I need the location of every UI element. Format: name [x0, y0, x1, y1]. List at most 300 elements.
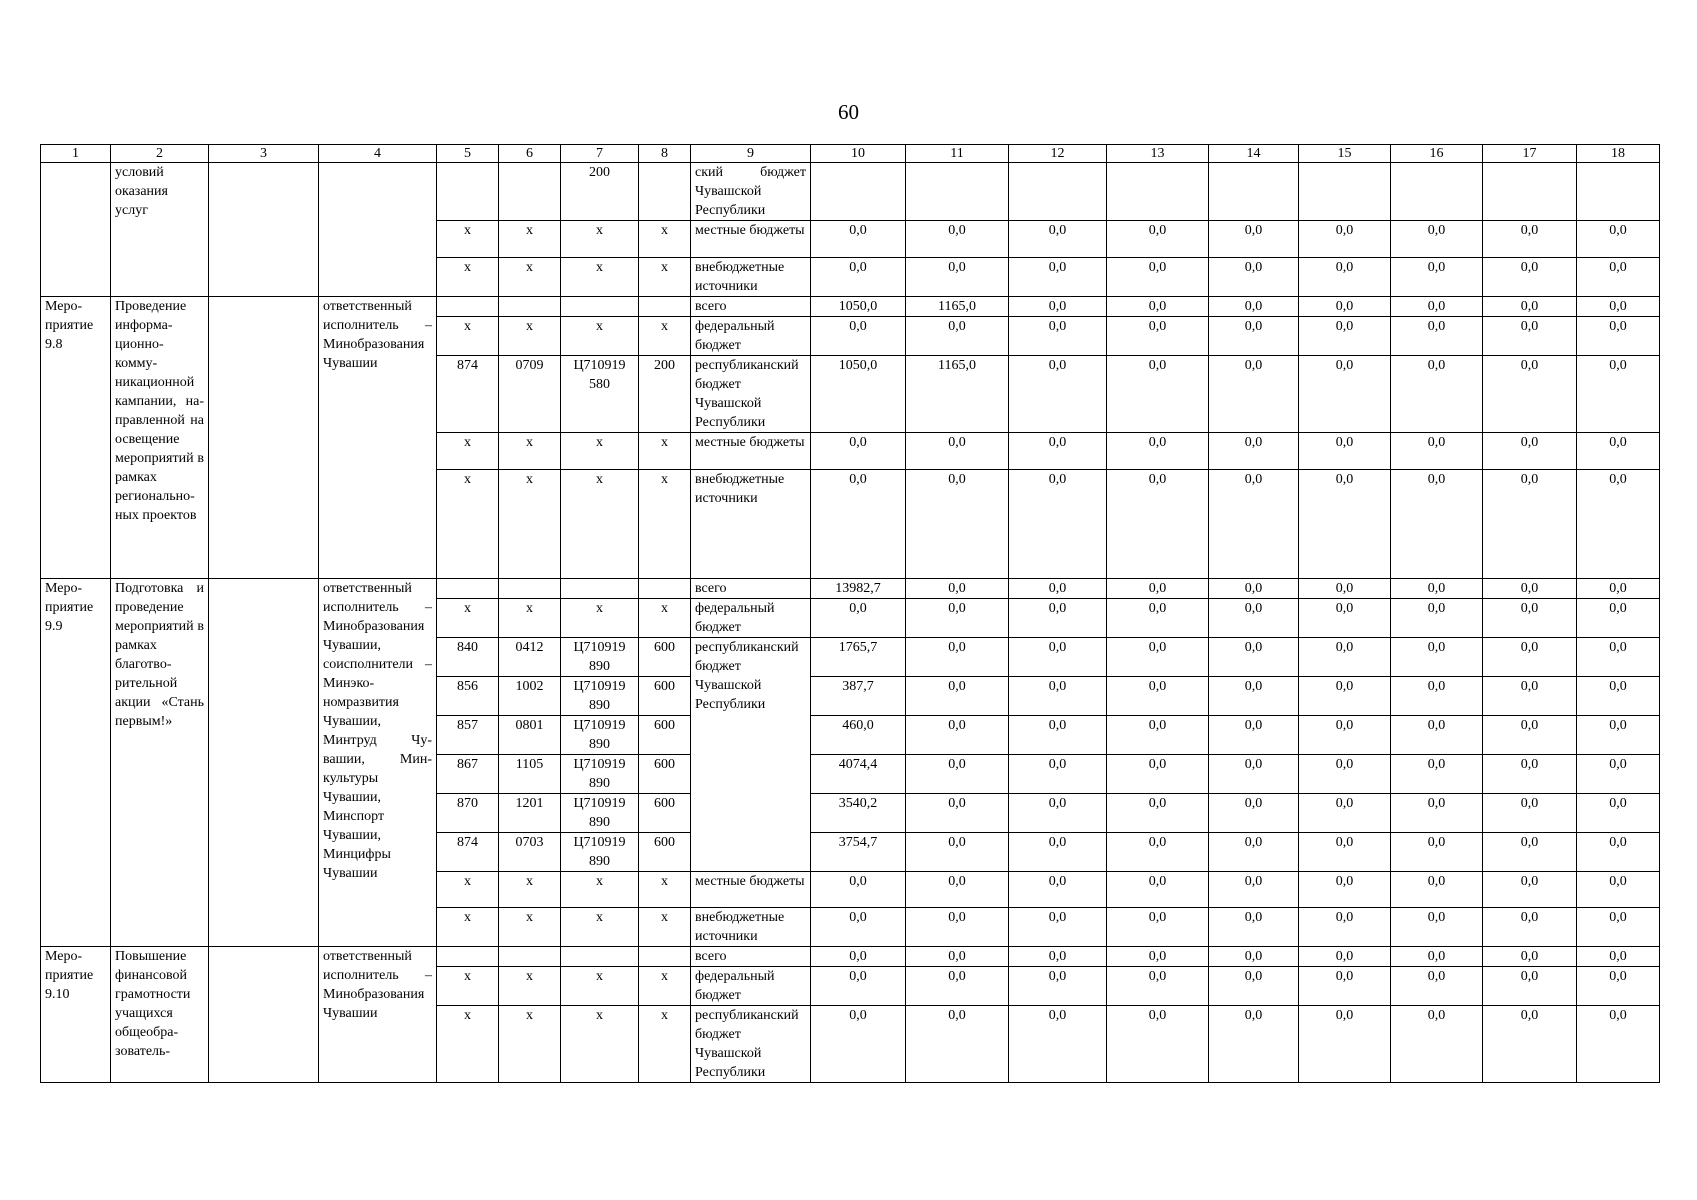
cell-col-9: местные бюджеты	[691, 872, 811, 908]
cell-col-9: всего	[691, 579, 811, 599]
cell-col-14: 0,0	[1209, 433, 1299, 470]
column-header-2: 2	[111, 145, 209, 163]
cell-col-13: 0,0	[1107, 1006, 1209, 1083]
cell-col-10: 1050,0	[811, 297, 906, 317]
cell-col-11: 0,0	[906, 317, 1009, 356]
cell-col-2: условий оказания услуг	[111, 163, 209, 297]
cell-col-4: ответственный исполнитель – Минобразования Чувашии	[319, 297, 437, 579]
cell-col-14: 0,0	[1209, 221, 1299, 258]
cell-col-2: Подготовка и проведение мероприятий в рамках благотворительной акции «Стань первым!»	[111, 579, 209, 947]
cell-col-16: 0,0	[1391, 470, 1483, 579]
cell-col-5: 874	[437, 833, 499, 872]
cell-col-17: 0,0	[1483, 794, 1577, 833]
cell-col-6	[499, 947, 561, 967]
cell-col-9: местные бюджеты	[691, 221, 811, 258]
cell-col-10: 0,0	[811, 470, 906, 579]
cell-col-10: 1765,7	[811, 638, 906, 677]
cell-col-5: 870	[437, 794, 499, 833]
cell-col-15: 0,0	[1299, 221, 1391, 258]
cell-col-13: 0,0	[1107, 755, 1209, 794]
cell-col-13: 0,0	[1107, 794, 1209, 833]
cell-col-18: 0,0	[1577, 716, 1660, 755]
cell-col-14: 0,0	[1209, 638, 1299, 677]
cell-col-15: 0,0	[1299, 579, 1391, 599]
cell-col-17: 0,0	[1483, 356, 1577, 433]
cell-col-17: 0,0	[1483, 872, 1577, 908]
cell-col-12: 0,0	[1009, 433, 1107, 470]
budget-table	[40, 144, 1660, 1083]
cell-col-13: 0,0	[1107, 716, 1209, 755]
cell-col-13: 0,0	[1107, 677, 1209, 716]
cell-col-5: 874	[437, 356, 499, 433]
cell-col-10: 0,0	[811, 967, 906, 1006]
cell-col-14: 0,0	[1209, 297, 1299, 317]
cell-col-16: 0,0	[1391, 258, 1483, 297]
cell-col-9: внебюджетные источники	[691, 470, 811, 579]
cell-col-8	[639, 947, 691, 967]
cell-col-4	[319, 163, 437, 297]
cell-col-18: 0,0	[1577, 579, 1660, 599]
cell-col-13: 0,0	[1107, 967, 1209, 1006]
cell-col-13: 0,0	[1107, 356, 1209, 433]
cell-col-7: Ц710919 890	[561, 677, 639, 716]
cell-col-6	[499, 297, 561, 317]
cell-col-10: 0,0	[811, 221, 906, 258]
cell-col-8	[639, 163, 691, 221]
cell-col-18: 0,0	[1577, 638, 1660, 677]
cell-col-6: x	[499, 1006, 561, 1083]
cell-col-11: 1165,0	[906, 297, 1009, 317]
cell-col-16: 0,0	[1391, 221, 1483, 258]
cell-col-10: 0,0	[811, 1006, 906, 1083]
cell-col-12: 0,0	[1009, 221, 1107, 258]
cell-col-10: 1050,0	[811, 356, 906, 433]
cell-col-3	[209, 163, 319, 297]
cell-col-17: 0,0	[1483, 599, 1577, 638]
cell-col-8: x	[639, 908, 691, 947]
cell-col-14: 0,0	[1209, 317, 1299, 356]
column-header-12: 12	[1009, 145, 1107, 163]
cell-col-7	[561, 579, 639, 599]
cell-col-12: 0,0	[1009, 356, 1107, 433]
cell-col-18: 0,0	[1577, 872, 1660, 908]
cell-col-5	[437, 947, 499, 967]
cell-col-5: x	[437, 470, 499, 579]
cell-col-12: 0,0	[1009, 716, 1107, 755]
cell-col-8: x	[639, 1006, 691, 1083]
cell-col-7: Ц710919 890	[561, 716, 639, 755]
cell-col-9: внебюджетные источники	[691, 258, 811, 297]
cell-col-10: 13982,7	[811, 579, 906, 599]
cell-col-15	[1299, 163, 1391, 221]
cell-col-8: 600	[639, 755, 691, 794]
cell-col-5: x	[437, 433, 499, 470]
cell-col-11: 0,0	[906, 872, 1009, 908]
cell-col-18: 0,0	[1577, 677, 1660, 716]
cell-col-8: x	[639, 599, 691, 638]
cell-col-18: 0,0	[1577, 908, 1660, 947]
cell-col-14: 0,0	[1209, 755, 1299, 794]
cell-col-7: x	[561, 433, 639, 470]
cell-col-2: Повышение финансовой грамотности учащихся общеобразователь-	[111, 947, 209, 1083]
column-header-1: 1	[41, 145, 111, 163]
cell-col-12: 0,0	[1009, 1006, 1107, 1083]
cell-col-11: 0,0	[906, 258, 1009, 297]
cell-col-10	[811, 163, 906, 221]
cell-col-16: 0,0	[1391, 579, 1483, 599]
cell-col-12: 0,0	[1009, 967, 1107, 1006]
cell-col-6: 0801	[499, 716, 561, 755]
cell-col-15: 0,0	[1299, 258, 1391, 297]
cell-col-13: 0,0	[1107, 947, 1209, 967]
cell-col-17: 0,0	[1483, 221, 1577, 258]
cell-col-9: республиканский бюджет Чувашской Республики	[691, 356, 811, 433]
cell-col-9: республиканский бюджет Чувашской Республики	[691, 638, 811, 872]
column-number-header	[41, 145, 1660, 163]
cell-col-15: 0,0	[1299, 317, 1391, 356]
cell-col-11: 0,0	[906, 579, 1009, 599]
cell-col-9: федеральный бюджет	[691, 317, 811, 356]
cell-col-18: 0,0	[1577, 947, 1660, 967]
cell-col-5	[437, 163, 499, 221]
cell-col-15: 0,0	[1299, 967, 1391, 1006]
cell-col-7: Ц710919 580	[561, 356, 639, 433]
cell-col-12: 0,0	[1009, 297, 1107, 317]
cell-col-15: 0,0	[1299, 947, 1391, 967]
cell-col-7: Ц710919 890	[561, 794, 639, 833]
cell-col-11: 0,0	[906, 833, 1009, 872]
cell-col-5	[437, 579, 499, 599]
cell-col-14: 0,0	[1209, 470, 1299, 579]
cell-col-14: 0,0	[1209, 908, 1299, 947]
cell-col-15: 0,0	[1299, 638, 1391, 677]
cell-col-9: федеральный бюджет	[691, 599, 811, 638]
cell-col-18: 0,0	[1577, 833, 1660, 872]
cell-col-16: 0,0	[1391, 755, 1483, 794]
cell-col-14: 0,0	[1209, 833, 1299, 872]
cell-col-18: 0,0	[1577, 470, 1660, 579]
cell-col-11: 0,0	[906, 794, 1009, 833]
cell-col-10: 3754,7	[811, 833, 906, 872]
cell-col-17	[1483, 163, 1577, 221]
cell-col-16: 0,0	[1391, 967, 1483, 1006]
cell-col-17: 0,0	[1483, 677, 1577, 716]
cell-col-14	[1209, 163, 1299, 221]
cell-col-12: 0,0	[1009, 908, 1107, 947]
cell-col-7: x	[561, 258, 639, 297]
cell-col-7: x	[561, 599, 639, 638]
cell-col-1: Мероприятие 9.9	[41, 579, 111, 947]
cell-col-15: 0,0	[1299, 755, 1391, 794]
cell-col-17: 0,0	[1483, 258, 1577, 297]
cell-col-12: 0,0	[1009, 872, 1107, 908]
cell-col-11	[906, 163, 1009, 221]
cell-col-13: 0,0	[1107, 297, 1209, 317]
row-99-total	[41, 579, 1660, 599]
cell-col-16: 0,0	[1391, 433, 1483, 470]
cell-col-11: 0,0	[906, 716, 1009, 755]
cell-col-15: 0,0	[1299, 433, 1391, 470]
cell-col-5: x	[437, 1006, 499, 1083]
cell-col-12: 0,0	[1009, 258, 1107, 297]
cell-col-9: внебюджетные источники	[691, 908, 811, 947]
cell-col-12: 0,0	[1009, 947, 1107, 967]
cell-col-16: 0,0	[1391, 297, 1483, 317]
cell-col-16: 0,0	[1391, 947, 1483, 967]
cell-col-17: 0,0	[1483, 908, 1577, 947]
cell-col-18: 0,0	[1577, 317, 1660, 356]
cell-col-5: x	[437, 258, 499, 297]
cell-col-13	[1107, 163, 1209, 221]
column-header-13: 13	[1107, 145, 1209, 163]
cell-col-13: 0,0	[1107, 579, 1209, 599]
cell-col-12	[1009, 163, 1107, 221]
cell-col-17: 0,0	[1483, 833, 1577, 872]
column-header-18: 18	[1577, 145, 1660, 163]
cell-col-8: x	[639, 872, 691, 908]
table-body	[41, 163, 1660, 1083]
cell-col-17: 0,0	[1483, 638, 1577, 677]
cell-col-6: 1105	[499, 755, 561, 794]
cell-col-12: 0,0	[1009, 677, 1107, 716]
cell-col-8: x	[639, 433, 691, 470]
row-98-total	[41, 297, 1660, 317]
cell-col-6: 1002	[499, 677, 561, 716]
cell-col-10: 4074,4	[811, 755, 906, 794]
cell-col-5: 857	[437, 716, 499, 755]
cell-col-18: 0,0	[1577, 794, 1660, 833]
cell-col-14: 0,0	[1209, 599, 1299, 638]
cell-col-13: 0,0	[1107, 221, 1209, 258]
cell-col-14: 0,0	[1209, 1006, 1299, 1083]
cell-col-7: x	[561, 908, 639, 947]
cell-col-1: Мероприятие 9.10	[41, 947, 111, 1083]
cell-col-11: 0,0	[906, 433, 1009, 470]
cell-col-6: 1201	[499, 794, 561, 833]
cell-col-15: 0,0	[1299, 716, 1391, 755]
cell-col-6: x	[499, 317, 561, 356]
cell-col-16: 0,0	[1391, 677, 1483, 716]
cell-col-16: 0,0	[1391, 716, 1483, 755]
cell-col-10: 0,0	[811, 317, 906, 356]
cell-col-9: всего	[691, 947, 811, 967]
cell-col-16: 0,0	[1391, 872, 1483, 908]
cell-col-6: x	[499, 872, 561, 908]
column-header-8: 8	[639, 145, 691, 163]
cell-col-6: x	[499, 967, 561, 1006]
cell-col-2: Проведение информационно-коммуникационной кампании, направленной на освещение мероприятий в рамках региональноных проектов	[111, 297, 209, 579]
cell-col-13: 0,0	[1107, 470, 1209, 579]
cell-col-6: 0709	[499, 356, 561, 433]
cell-col-10: 0,0	[811, 258, 906, 297]
cell-col-12: 0,0	[1009, 833, 1107, 872]
cell-col-6: x	[499, 599, 561, 638]
cell-col-12: 0,0	[1009, 755, 1107, 794]
cell-col-6: x	[499, 433, 561, 470]
cell-col-7: Ц710919 890	[561, 755, 639, 794]
cell-col-7: Ц710919 890	[561, 638, 639, 677]
cell-col-11: 0,0	[906, 221, 1009, 258]
cell-col-5: x	[437, 221, 499, 258]
cell-col-16: 0,0	[1391, 356, 1483, 433]
cell-col-14: 0,0	[1209, 579, 1299, 599]
cell-col-8: x	[639, 258, 691, 297]
cell-col-8: 600	[639, 716, 691, 755]
cell-col-14: 0,0	[1209, 967, 1299, 1006]
cell-col-17: 0,0	[1483, 1006, 1577, 1083]
cell-col-16: 0,0	[1391, 317, 1483, 356]
cell-col-12: 0,0	[1009, 599, 1107, 638]
cell-col-17: 0,0	[1483, 967, 1577, 1006]
cell-col-15: 0,0	[1299, 297, 1391, 317]
column-header-15: 15	[1299, 145, 1391, 163]
cell-col-8: x	[639, 470, 691, 579]
column-header-4: 4	[319, 145, 437, 163]
cell-col-3	[209, 579, 319, 947]
column-header-7: 7	[561, 145, 639, 163]
cell-col-8	[639, 579, 691, 599]
cell-col-14: 0,0	[1209, 356, 1299, 433]
cell-col-4: ответственный исполнитель – Минобразования Чувашии	[319, 947, 437, 1083]
cell-col-15: 0,0	[1299, 872, 1391, 908]
cell-col-14: 0,0	[1209, 258, 1299, 297]
cell-col-8: 600	[639, 638, 691, 677]
cell-col-11: 0,0	[906, 967, 1009, 1006]
cell-col-9: всего	[691, 297, 811, 317]
cell-col-11: 0,0	[906, 1006, 1009, 1083]
cell-col-5: 867	[437, 755, 499, 794]
cell-col-7: Ц710919 890	[561, 833, 639, 872]
cell-col-18: 0,0	[1577, 258, 1660, 297]
cell-col-15: 0,0	[1299, 356, 1391, 433]
cell-col-17: 0,0	[1483, 297, 1577, 317]
cell-col-18	[1577, 163, 1660, 221]
cell-col-10: 0,0	[811, 599, 906, 638]
cell-col-7: x	[561, 1006, 639, 1083]
cell-col-10: 0,0	[811, 433, 906, 470]
cell-col-14: 0,0	[1209, 872, 1299, 908]
cell-col-11: 1165,0	[906, 356, 1009, 433]
cell-col-8: x	[639, 317, 691, 356]
cell-col-14: 0,0	[1209, 677, 1299, 716]
cell-col-4: ответственный исполнитель – Минобразования Чувашии, соисполнители – Минэкономразвития Чувашии, Минтруд Чувашии, Минкультуры Чувашии, Минспорт Чувашии, Минцифры Чувашии	[319, 579, 437, 947]
cell-col-9: федеральный бюджет	[691, 967, 811, 1006]
cell-col-17: 0,0	[1483, 317, 1577, 356]
cell-col-12: 0,0	[1009, 638, 1107, 677]
cell-col-13: 0,0	[1107, 599, 1209, 638]
cell-col-10: 0,0	[811, 908, 906, 947]
cell-col-10: 0,0	[811, 872, 906, 908]
cell-col-8: x	[639, 221, 691, 258]
page-number: 60	[838, 100, 859, 124]
cell-col-10: 387,7	[811, 677, 906, 716]
column-header-10: 10	[811, 145, 906, 163]
cell-col-5	[437, 297, 499, 317]
cell-col-14: 0,0	[1209, 716, 1299, 755]
cell-col-16: 0,0	[1391, 833, 1483, 872]
cell-col-18: 0,0	[1577, 599, 1660, 638]
cell-col-17: 0,0	[1483, 947, 1577, 967]
column-header-14: 14	[1209, 145, 1299, 163]
cell-col-17: 0,0	[1483, 716, 1577, 755]
cell-col-5: 840	[437, 638, 499, 677]
cell-col-18: 0,0	[1577, 433, 1660, 470]
cell-col-11: 0,0	[906, 908, 1009, 947]
cell-col-18: 0,0	[1577, 1006, 1660, 1083]
cell-col-7: x	[561, 967, 639, 1006]
cell-col-3	[209, 297, 319, 579]
cell-col-8: 200	[639, 356, 691, 433]
cell-col-7: 200	[561, 163, 639, 221]
cell-col-18: 0,0	[1577, 297, 1660, 317]
cell-col-1	[41, 163, 111, 297]
column-header-9: 9	[691, 145, 811, 163]
column-header-17: 17	[1483, 145, 1577, 163]
cell-col-6: x	[499, 221, 561, 258]
cell-col-11: 0,0	[906, 755, 1009, 794]
cell-col-17: 0,0	[1483, 470, 1577, 579]
cell-col-12: 0,0	[1009, 794, 1107, 833]
cell-col-11: 0,0	[906, 638, 1009, 677]
cell-col-11: 0,0	[906, 677, 1009, 716]
cell-col-15: 0,0	[1299, 677, 1391, 716]
column-header-3: 3	[209, 145, 319, 163]
cell-col-15: 0,0	[1299, 470, 1391, 579]
cell-col-1: Мероприятие 9.8	[41, 297, 111, 579]
cell-col-13: 0,0	[1107, 833, 1209, 872]
cell-col-18: 0,0	[1577, 356, 1660, 433]
column-header-6: 6	[499, 145, 561, 163]
cell-col-6: 0703	[499, 833, 561, 872]
cell-col-11: 0,0	[906, 470, 1009, 579]
cell-col-10: 0,0	[811, 947, 906, 967]
cell-col-6	[499, 163, 561, 221]
cell-col-5: x	[437, 599, 499, 638]
cell-col-18: 0,0	[1577, 221, 1660, 258]
cell-col-7: x	[561, 221, 639, 258]
cell-col-13: 0,0	[1107, 433, 1209, 470]
cell-col-5: x	[437, 967, 499, 1006]
cell-col-15: 0,0	[1299, 794, 1391, 833]
cell-col-13: 0,0	[1107, 258, 1209, 297]
cell-col-17: 0,0	[1483, 433, 1577, 470]
column-header-11: 11	[906, 145, 1009, 163]
cell-col-7: x	[561, 470, 639, 579]
cell-col-18: 0,0	[1577, 967, 1660, 1006]
cell-col-15: 0,0	[1299, 599, 1391, 638]
cell-col-13: 0,0	[1107, 638, 1209, 677]
cell-col-8: 600	[639, 833, 691, 872]
cell-col-14: 0,0	[1209, 794, 1299, 833]
cell-col-8	[639, 297, 691, 317]
cell-col-3	[209, 947, 319, 1083]
cell-col-17: 0,0	[1483, 579, 1577, 599]
cell-col-6: x	[499, 470, 561, 579]
cell-col-14: 0,0	[1209, 947, 1299, 967]
cell-col-16: 0,0	[1391, 794, 1483, 833]
cell-col-6: 0412	[499, 638, 561, 677]
cell-col-17: 0,0	[1483, 755, 1577, 794]
cell-col-5: x	[437, 317, 499, 356]
cell-col-8: 600	[639, 794, 691, 833]
cell-col-8: x	[639, 967, 691, 1006]
cell-col-6: x	[499, 908, 561, 947]
cell-col-16: 0,0	[1391, 1006, 1483, 1083]
cell-col-8: 600	[639, 677, 691, 716]
cell-col-12: 0,0	[1009, 470, 1107, 579]
cell-col-5: 856	[437, 677, 499, 716]
cell-col-5: x	[437, 908, 499, 947]
